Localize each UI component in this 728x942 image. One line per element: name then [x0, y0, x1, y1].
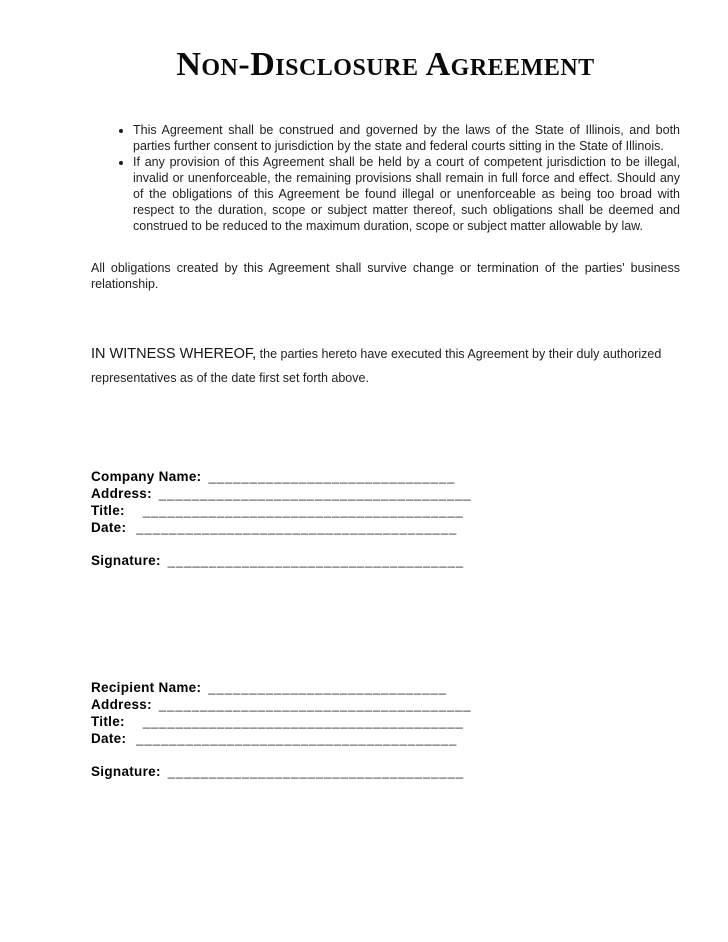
recipient-address-row [91, 696, 680, 713]
company-address-label: Address: [91, 486, 152, 501]
company-signature-row [91, 552, 680, 569]
recipient-date-label: Date: [91, 731, 127, 746]
witness-body-text: the parties hereto have executed this Agreement by their duly authorized representatives as of the date first set forth above. [91, 347, 662, 385]
company-address-blank-line: ______________________________________ [158, 486, 472, 501]
company-name-row [91, 468, 680, 485]
company-name-blank-line: ______________________________ [208, 469, 456, 484]
recipient-title-label: Title: [91, 714, 125, 729]
recipient-date-blank-line: _______________________________________ [136, 731, 458, 746]
survival-paragraph: All obligations created by this Agreement shall survive change or termination of the parties' business relationship. [91, 261, 680, 291]
company-title-blank-line: _______________________________________ [142, 503, 464, 518]
company-title-label: Title: [91, 503, 125, 518]
recipient-signature-blank-line: ____________________________________ [167, 764, 465, 779]
recipient-name-row [91, 679, 680, 696]
recipient-address-label: Address: [91, 697, 152, 712]
recipient-name-blank-line: _____________________________ [208, 680, 447, 695]
company-date-label: Date: [91, 520, 127, 535]
company-date-row [91, 519, 680, 536]
recipient-signature-label: Signature: [91, 764, 161, 779]
recipient-title-blank-line: _______________________________________ [142, 714, 464, 729]
company-signature-blank-line: ____________________________________ [167, 553, 465, 568]
recipient-address-blank-line: ______________________________________ [158, 697, 472, 712]
company-name-label: Company Name: [91, 469, 202, 484]
provision-item-severability: • If any provision of this Agreement shall be held by a court of competent jurisdiction to be illegal, invalid or unenforceable, the remaining provisions shall remain in full force and effect. Should any of the obligations of this Agreement be found illegal or unenforceable as being too broad with respect to the duration, scope or subject matter thereof, such obligations shall be deemed and construed to be reduced to the maximum duration, scope or subject matter allowable by law. [133, 154, 680, 234]
document-title: Non-Disclosure Agreement [176, 46, 595, 83]
recipient-date-row [91, 730, 680, 747]
witness-lead-phrase: IN WITNESS WHEREOF, [91, 346, 257, 362]
company-date-blank-line: _______________________________________ [136, 520, 458, 535]
provisions-list [91, 122, 680, 234]
recipient-signature-row [91, 763, 680, 780]
company-address-row [91, 485, 680, 502]
company-signature-label: Signature: [91, 553, 161, 568]
witness-paragraph [91, 342, 680, 390]
recipient-signature-block [91, 679, 680, 780]
recipient-name-label: Recipient Name: [91, 680, 202, 695]
recipient-title-row [91, 713, 680, 730]
provision-item-governing-law: • This Agreement shall be construed and governed by the laws of the State of Illinois, and both parties further consent to jurisdiction by the state and federal courts sitting in the State of Illinois. [133, 122, 680, 154]
company-title-row [91, 502, 680, 519]
company-signature-block [91, 468, 680, 569]
